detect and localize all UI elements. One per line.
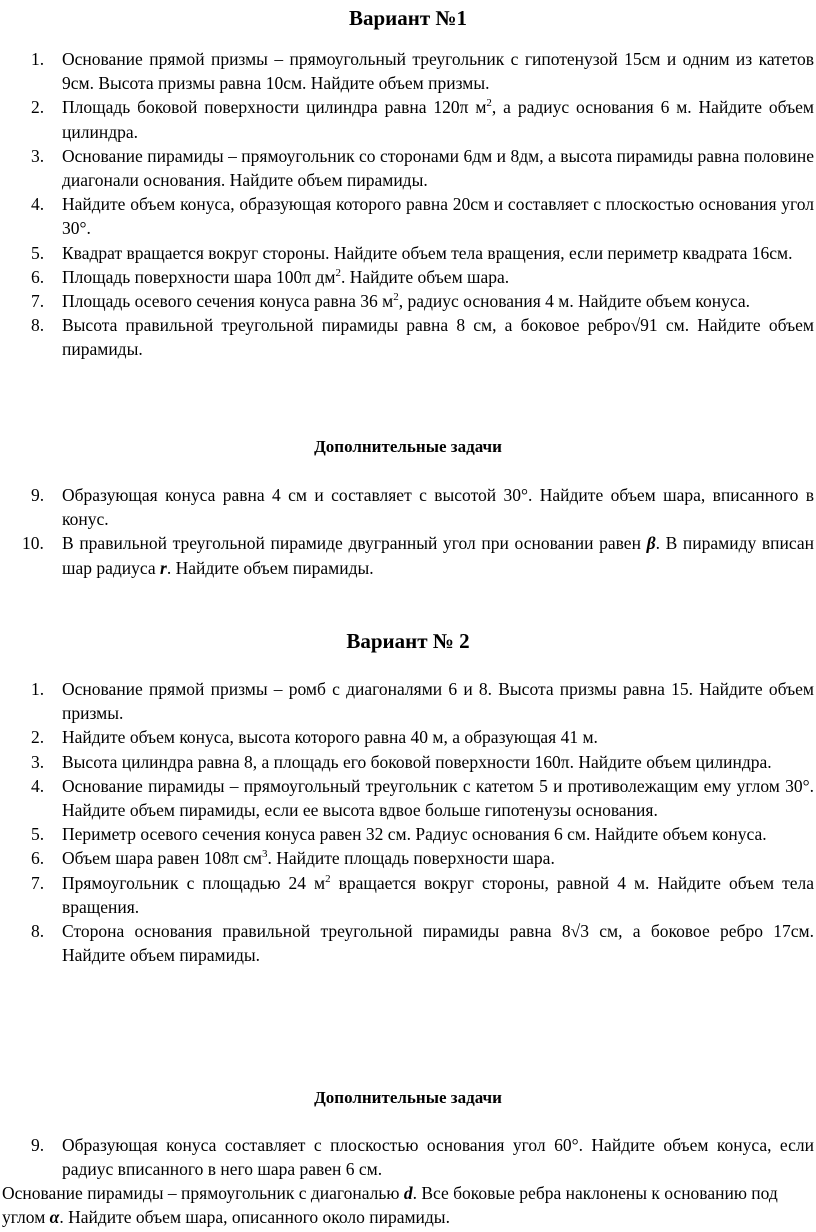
variant-1-task-list [0,47,816,362]
task-text: Основание пирамиды – прямоугольник со сторонами 6дм и 8дм, а высота пирамиды равна половине диагонали основания. Найдите объем пирамиды. [62,145,814,191]
task-item [0,144,816,192]
task-text: . Найдите объем шара. [340,266,510,287]
task-number: 5. [31,824,45,845]
variant-2-task-list [0,677,816,967]
task-item [0,192,816,240]
variant-1-extra-title: Дополнительные задачи [314,437,502,456]
task-item [0,677,816,725]
task-number: 9. [31,1135,45,1155]
task-item [0,725,816,749]
task-item [0,289,816,313]
task-item [0,265,816,289]
variable-r: r [160,557,167,578]
task-number: 3. [31,751,45,772]
unnumbered-task-text [2,1181,814,1229]
task-text: вращается вокруг стороны, равной 4 м. Найдите объем тела вращения. [62,872,814,917]
variant-2-extra-list [0,1133,816,1181]
superscript: 2 [335,267,341,279]
variant-2-extra-title: Дополнительные задачи [314,1088,502,1107]
task-text: . Все боковые ребра наклонены к основанию под углом [2,1183,778,1228]
task-item [0,483,816,531]
task-text: Основание пирамиды – прямоугольный треугольник с катетом 5 и противолежащим ему углом 30°. Найдите объем пирамиды, если ее высота вдвое больше гипотенузы основания. [62,775,814,821]
task-text: Основание пирамиды – прямоугольник с диагональю [2,1183,404,1203]
task-number: 7. [31,291,45,312]
task-text: Площадь поверхности шара 100π дм [62,266,336,287]
task-text: , радиус основания 4 м. Найдите объем конуса. [398,291,751,312]
task-item [0,241,816,265]
task-text: Образующая конуса равна 4 см и составляет с высотой 30°. Найдите объем шара, вписанного в конус. [62,485,814,530]
task-text: Сторона основания правильной треугольной пирамиды равна 8√3 см, а боковое ребро 17см. Найдите объем пирамиды. [62,921,814,966]
task-number: 8. [31,315,45,336]
task-text: Квадрат вращается вокруг стороны. Найдите объем тела вращения, если периметр квадрата 16см. [62,242,793,263]
task-number: 2. [31,97,45,118]
variable-beta: β [646,533,656,554]
task-text: В правильной треугольной пирамиде двугранный угол при основании равен [62,533,647,554]
task-number: 4. [31,775,45,796]
task-item [0,95,816,143]
task-number: 8. [31,921,45,942]
superscript: 2 [393,291,399,304]
task-number: 6. [31,266,45,287]
superscript: 3 [262,848,268,861]
task-text: Прямоугольник с площадью 24 м [62,872,326,893]
superscript: 2 [486,97,492,110]
task-text: Объем шара равен 108π см [62,848,262,869]
task-text: . Найдите объем пирамиды. [166,557,374,578]
task-item [0,531,816,579]
task-number: 2. [31,727,45,748]
variable-alpha: α [49,1207,60,1228]
task-number: 6. [31,848,45,869]
task-text: , а радиус основания 6 м. Найдите объем цилиндра. [62,97,814,142]
task-text: Образующая конуса составляет с плоскостью основания угол 60°. Найдите объем конуса, если радиус вписанного в него шара равен 6 см. [62,1135,814,1180]
task-item [0,750,816,774]
task-number: 4. [31,194,45,215]
task-item [0,919,816,967]
task-text: Найдите объем конуса, высота которого равна 40 м, а образующая 41 м. [62,727,598,748]
task-number: 5. [31,242,45,263]
task-item [0,47,816,95]
task-text: . Найдите площадь поверхности шара. [267,848,555,869]
task-number: 9. [31,485,45,505]
variant-2-title: Вариант № 2 [346,629,470,653]
task-item [0,822,816,846]
task-text: Найдите объем конуса, образующая которого равна 20см и составляет с плоскостью основания угол 30°. [62,194,814,239]
task-text: Площадь осевого сечения конуса равна 36 м [62,291,394,312]
task-item [0,313,816,361]
task-text: . В пирамиду вписан шар радиуса [62,533,815,578]
task-number: 1. [31,679,45,699]
task-item [0,846,816,870]
superscript: 2 [325,872,331,885]
task-number: 10. [22,533,44,554]
variant-1-extra-list [0,483,816,580]
task-text: . Найдите объем шара, описанного около пирамиды. [59,1207,450,1228]
task-text: Площадь боковой поверхности цилиндра равна 120π м [62,97,487,118]
task-item [0,871,816,919]
task-text: Высота цилиндра равна 8, а площадь его боковой поверхности 160π. Найдите объем цилиндра. [62,751,772,772]
task-number: 3. [31,145,45,166]
task-item [0,774,816,822]
task-number: 7. [31,872,45,893]
task-text: Периметр осевого сечения конуса равен 32 см. Радиус основания 6 см. Найдите объем конуса. [62,824,767,845]
task-text: Высота правильной треугольной пирамиды равна 8 см, а боковое ребро√91 см. Найдите объем пирамиды. [62,315,814,360]
task-text: Основание прямой призмы – ромб с диагоналями 6 и 8. Высота призмы равна 15. Найдите объем призмы. [62,679,814,724]
task-item [0,1133,816,1181]
task-text: Основание прямой призмы – прямоугольный треугольник с гипотенузой 15см и одним из катетов 9см. Высота призмы равна 10см. Найдите объем призмы. [62,49,814,94]
task-number: 1. [31,49,45,69]
variant-1-title: Вариант №1 [348,6,468,30]
variable-d: d [403,1183,413,1203]
